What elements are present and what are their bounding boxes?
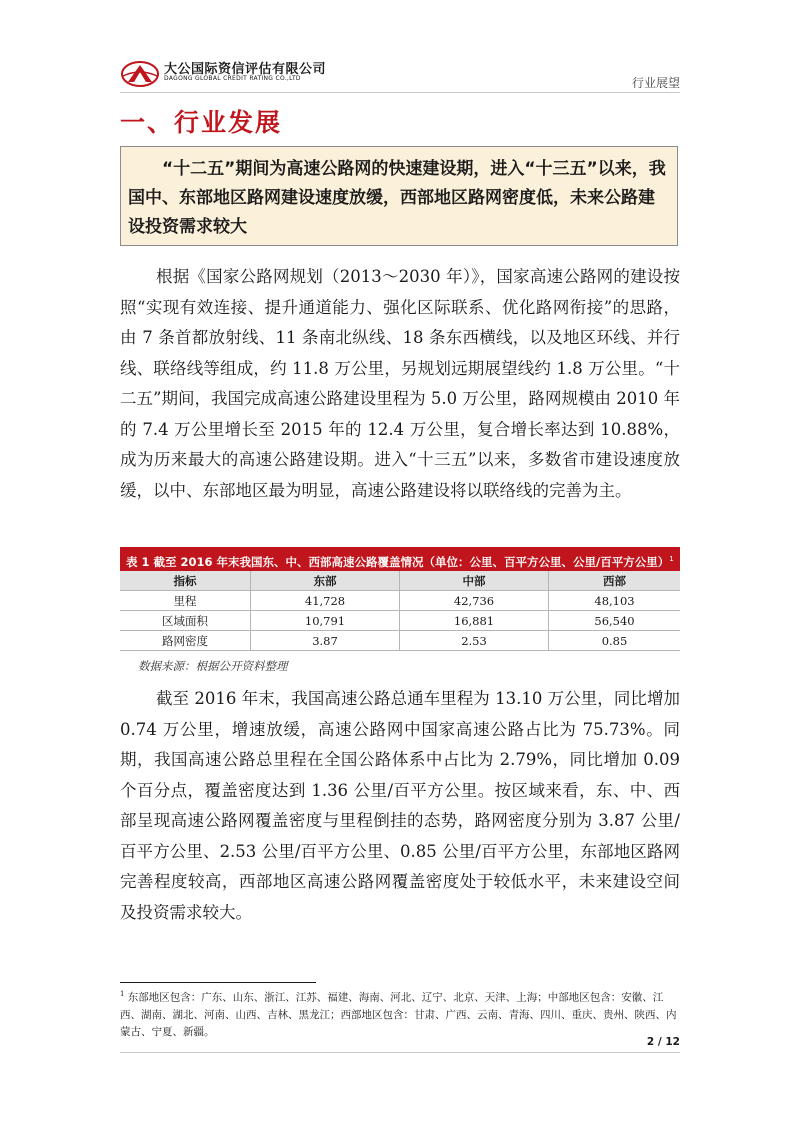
table-header-cell: 中部 [400, 571, 549, 591]
table-cell: 2.53 [400, 631, 549, 651]
footnote-text: 东部地区包含：广东、山东、浙江、江苏、福建、海南、河北、辽宁、北京、天津、上海；中部地区包含：安徽、江西、湖南、湖北、河南、山西、吉林、黑龙江；西部地区包含：甘肃、广西、云南、青海、四川、重庆、贵州、陕西、内蒙古、宁夏、新疆。 [120, 991, 677, 1038]
table-header-cell: 东部 [251, 571, 400, 591]
table-cell: 48,103 [549, 591, 681, 611]
footnote [120, 986, 680, 1041]
table-caption-text: 表 1 截至 2016 年末我国东、中、西部高速公路覆盖情况（单位：公里、百平方公里、公里/百平方公里） [126, 554, 670, 569]
table-cell: 16,881 [400, 611, 549, 631]
table-source: 数据来源：根据公开资料整理 [138, 659, 288, 673]
table-cell: 3.87 [251, 631, 400, 651]
table-cell: 10,791 [251, 611, 400, 631]
table-cell: 里程 [120, 591, 251, 611]
table-row [120, 631, 680, 651]
table-caption-footnote-ref: 1 [669, 555, 674, 563]
footnote-divider [120, 982, 316, 983]
table-row [120, 611, 680, 631]
paragraph-2: 截至 2016 年末，我国高速公路总通车里程为 13.10 万公里，同比增加 0.74 万公里，增速放缓，高速公路网中国家高速公路占比为 75.73%。同期，我国高速公路总里程在全国公路体系中占比为 2.79%，同比增加 0.09 个百分点，覆盖密度达到 1.36 公里/百平方公里。按区域来看，东、中、西部呈现高速公路网覆盖密度与里程倒挂的态势，路网密度分别为 3.87 公里/百平方公里、2.53 公里/百平方公里、0.85 公里/百平方公里，东部地区路网完善程度较高，西部地区高速公路网覆盖密度处于较低水平，未来建设空间及投资需求较大。 [120, 689, 680, 922]
page-number: 2 / 12 [646, 1036, 680, 1048]
table-cell: 41,728 [251, 591, 400, 611]
section-title: 一、行业发展 [120, 108, 283, 137]
key-point-box [120, 146, 678, 246]
footer-divider [120, 1052, 680, 1053]
table-header-cell: 西部 [549, 571, 681, 591]
header-divider [120, 92, 680, 93]
table-header-row [120, 571, 680, 591]
table-cell: 区域面积 [120, 611, 251, 631]
table-cell: 路网密度 [120, 631, 251, 651]
table-header-cell: 指标 [120, 571, 251, 591]
company-name-cn: 大公国际资信评估有限公司 [164, 62, 327, 77]
footnote-marker: 1 [120, 990, 125, 998]
key-point-text: “十二五”期间为高速公路网的快速建设期，进入“十三五”以来，我国中、东部地区路网建设速度放缓，西部地区路网密度低，未来公路建设投资需求较大 [128, 159, 666, 237]
table-cell: 42,736 [400, 591, 549, 611]
report-type-label: 行业展望 [631, 76, 680, 90]
table-row [120, 591, 680, 611]
company-name-en: DAGONG GLOBAL CREDIT RATING CO.,LTD [164, 75, 301, 82]
data-table [120, 547, 680, 651]
dagong-logo-icon [120, 60, 160, 88]
page-header [120, 56, 680, 92]
table-body [120, 571, 680, 651]
paragraph-1: 根据《国家公路网规划（2013～2030 年）》，国家高速公路网的建设按照“实现有效连接、提升通道能力、强化区际联系、优化路网衔接”的思路，由 7 条首都放射线、11 条南北纵线、18 条东西横线，以及地区环线、并行线、联络线等组成，约 11.8 万公里，另规划远期展望线约 1.8 万公里。“十二五”期间，我国完成高速公路建设里程为 5.0 万公里，路网规模由 2010 年的 7.4 万公里增长至 2015 年的 12.4 万公里，复合增长率达到 10.88%，成为历来最大的高速公路建设期。进入“十三五”以来，多数省市建设速度放缓，以中、东部地区最为明显，高速公路建设将以联络线的完善为主。 [120, 267, 680, 500]
table-cell: 0.85 [549, 631, 681, 651]
table-caption [120, 547, 680, 571]
table-cell: 56,540 [549, 611, 681, 631]
